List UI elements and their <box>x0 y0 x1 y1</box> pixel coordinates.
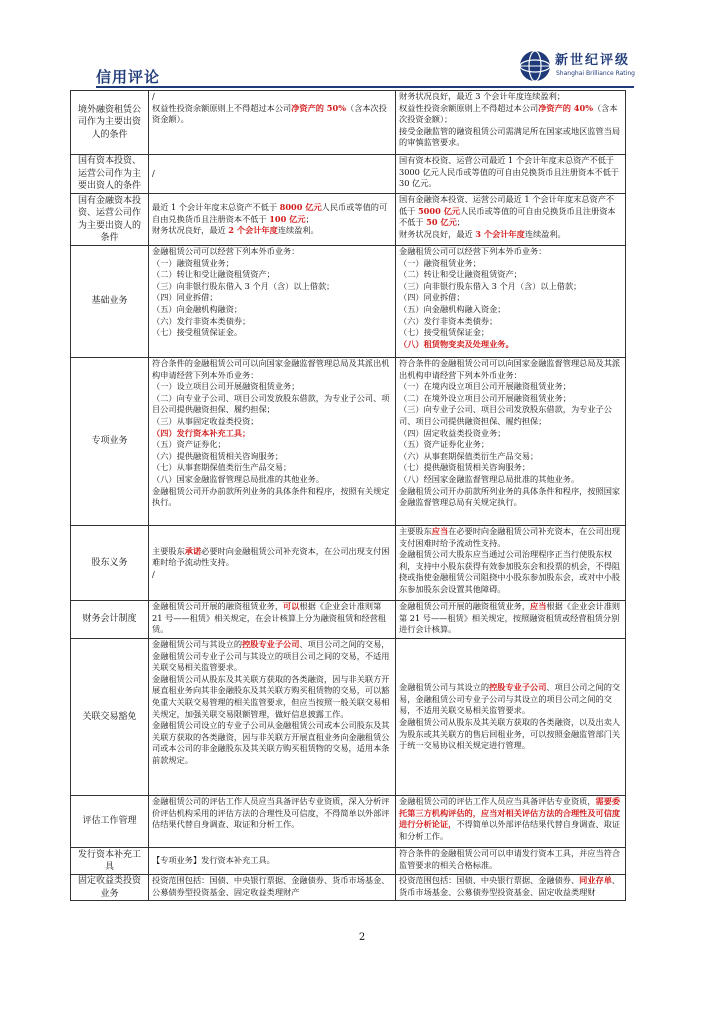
highlight-change: 可以 <box>283 601 300 611</box>
highlight-change: 3 个会计年度 <box>475 228 525 239</box>
paragraph: （七）接受租赁保证金。 <box>152 327 243 338</box>
new-rule-cell <box>396 639 626 796</box>
table-row <box>71 526 626 601</box>
paragraph: 主要股东应当在必要时向金融租赁公司补充资本，在公司出现支付困难时给予流动性支持。 <box>399 526 621 548</box>
paragraph: 财务状况良好，最近 3 个会计年度连续盈利； <box>399 91 565 101</box>
paragraph: 投资范围包括：国债、中央银行票据、金融债券、同业存单、货币市场基金、公募债券型投资基金、固定收益类理财 <box>399 875 621 897</box>
paragraph: 金融租赁公司开展的融资租赁业务，应当根据《企业会计准则第 21 号——租赁》相关规定，按照融资租赁或经营租赁分别进行会计核算。 <box>399 601 621 635</box>
paragraph: 金融租赁公司大股东应当通过公司治理程序正当行使股东权利，支持中小股东获得有效参加股东会和投票的机会，不得阻挠或指使金融租赁公司阻挠中小股东参加股东会，或对中小股东参加股东会设置其他障碍。 <box>399 549 621 594</box>
old-rule-cell <box>149 246 396 358</box>
row-label: 财务会计制度 <box>71 601 149 639</box>
highlight-change: 2 个会计年度 <box>228 225 278 236</box>
table-row <box>71 155 626 194</box>
paragraph: 最近 1 个会计年度末总资产不低于 8000 亿元人民币或等值的可自由兑换货币且注册资本不低于 100 亿元； <box>152 202 388 224</box>
row-label: 股东义务 <box>71 526 149 601</box>
paragraph: （二）在境外设立项目公司开展融资租赁业务； <box>399 392 571 403</box>
paragraph: 财务状况良好，最近 3 个会计年度连续盈利。 <box>399 228 566 239</box>
paragraph: / <box>152 91 155 101</box>
paragraph: （一）设立项目公司开展融资租赁业务； <box>152 381 300 392</box>
highlight-change: 应当 <box>431 526 449 536</box>
paragraph: / <box>152 568 155 579</box>
paragraph: （四）固定收益类投资业务； <box>399 427 506 438</box>
paragraph <box>399 339 622 351</box>
paragraph: （三）向非银行股东借入 3 个月（含）以上借款； <box>399 280 582 291</box>
paragraph: （八）经国家金融监督管理总局批准的其他业务。 <box>399 473 580 484</box>
paragraph: （三）向非银行股东借入 3 个月（含）以上借款； <box>152 280 335 291</box>
paragraph: 金融租赁公司从股东及其关联方获取的各类融资，以及出卖人为股东或其关联方的售后回租业务，可以按照金融监管部门关于统一交易协议相关规定进行管理。 <box>399 717 621 751</box>
table-row <box>71 194 626 246</box>
paragraph: 金融租赁公司从股东及其关联方获取的各类融资，因与非关联方开展直租业务向其非金融股东及其关联方购买租赁物的交易，可以豁免重大关联交易管理的相关监管要求，但应当按照一般关联交易相关规定，加强关联交易限额管理，做好信息披露工作。 <box>152 673 390 719</box>
table-row <box>71 639 626 796</box>
paragraph <box>152 428 392 440</box>
paragraph: 主要股东承诺必要时向金融租赁公司补充资本，在公司出现支付困难时给予流动性支持。 <box>152 545 390 568</box>
paragraph: （四）同业拆借； <box>399 292 465 303</box>
new-rule-cell <box>396 358 626 526</box>
new-rule-cell <box>396 601 626 639</box>
old-rule-cell <box>149 796 396 848</box>
paragraph: （五）向金融机构融资； <box>152 303 243 314</box>
paragraph: （七）提供融资租赁相关咨询服务； <box>399 462 531 473</box>
paragraph: （六）提供融资租赁相关咨询服务； <box>152 450 284 461</box>
row-label: 专项业务 <box>71 358 149 526</box>
old-rule-cell <box>149 194 396 246</box>
paragraph: 符合条件的金融租赁公司可以申请发行资本工具，并应当符合监管要求的相关合格标准。 <box>399 848 621 870</box>
highlight-change: 应当 <box>530 601 547 611</box>
row-label: 国有金融资本投资、运营公司作为主要出资人的条件 <box>71 194 149 246</box>
paragraph: 权益性投资余额原则上不得超过本公司净资产的 50%（含本次投资金额）。 <box>152 102 387 125</box>
old-rule-cell <box>149 526 396 601</box>
highlight-change: 100 亿元 <box>269 213 306 224</box>
new-rule-cell <box>396 155 626 194</box>
table-row <box>71 91 626 155</box>
table-row <box>71 358 626 526</box>
highlight-change: 净资产的 50% <box>291 102 346 113</box>
paragraph: 【专项业务】发行资本补充工具。 <box>152 855 275 866</box>
table-row <box>71 796 626 848</box>
paragraph: 国有金融资本投资、运营公司最近 1 个会计年度末总资产不低于 5000 亿元人民币或等值的可自由兑换货币且注册资本不低于 50 亿元； <box>399 194 616 228</box>
old-rule-cell <box>149 639 396 796</box>
paragraph: （八）国家金融监督管理总局批准的其他业务。 <box>152 473 324 484</box>
paragraph: （六）从事套期保值类衍生产品交易； <box>399 450 539 461</box>
paragraph: 符合条件的金融租赁公司可以向国家金融监督管理总局及其派出机构申请经营下列本外币业务： <box>399 358 621 380</box>
table-row <box>71 601 626 639</box>
row-label: 关联交易豁免 <box>71 639 149 796</box>
old-rule-cell <box>149 848 396 875</box>
paragraph: 金融租赁公司开展的融资租赁业务，可以根据《企业会计准则第 21 号——租赁》相关规定，在会计核算上分为融资租赁和经营租赁。 <box>152 601 387 635</box>
paragraph: （六）发行非资本类债券； <box>152 315 251 326</box>
paragraph: 金融租赁公司与其设立的控股专业子公司、项目公司之间的交易，金融租赁公司专业子公司与其设立的项目公司之间的交易，不适用关联交易相关监管要求。 <box>399 682 621 716</box>
row-label: 评估工作管理 <box>71 796 149 848</box>
logo-name: 新世纪评级 <box>555 53 631 68</box>
highlight-change: 同业存单 <box>579 875 612 885</box>
page-number: 2 <box>358 932 366 943</box>
paragraph: （五）资产证券化； <box>152 439 226 450</box>
table-row <box>71 848 626 875</box>
row-label: 发行资本补充工具 <box>71 848 149 875</box>
paragraph: 金融租赁公司开办前款所列业务的具体条件和程序，按照有关规定执行。 <box>152 485 390 508</box>
highlight-change: 净资产的 40% <box>538 102 593 113</box>
header-divider <box>96 86 634 88</box>
paragraph: （二）转让和受让融资租赁资产； <box>399 269 522 280</box>
table-row <box>71 246 626 358</box>
paragraph: （五）资产证券化业务； <box>399 439 490 450</box>
new-rule-cell <box>396 796 626 848</box>
paragraph: 金融租赁公司可以经营下列本外币业务： <box>399 246 547 256</box>
new-rule-cell <box>396 526 626 601</box>
paragraph: （二）向专业子公司、项目公司发放股东借款，为专业子公司、项目公司提供融资担保、履约担保； <box>152 392 390 415</box>
highlight-change: 8000 亿元 <box>279 202 322 213</box>
paragraph: 财务状况良好，最近 2 个会计年度连续盈利。 <box>152 225 319 236</box>
highlight-change: 5000 亿元 <box>417 205 460 216</box>
paragraph: 权益性投资余额原则上不得超过本公司净资产的 40%（含本次投资金额）； <box>399 102 618 125</box>
highlight-change: 承诺 <box>184 545 202 556</box>
highlight-change: （八）租赁物变卖及处理业务。 <box>399 338 514 349</box>
paragraph: 金融租赁公司与其设立的控股专业子公司、项目公司之间的交易，金融租赁公司专业子公司与其设立的项目公司之间的交易，不适用关联交易相关监管要求。 <box>152 639 390 673</box>
row-label: 固定收益类投资业务 <box>71 875 149 901</box>
old-rule-cell <box>149 358 396 526</box>
paragraph: （五）向金融机构融入资金； <box>399 303 506 314</box>
paragraph: 符合条件的金融租赁公司可以向国家金融监督管理总局及其派出机构申请经营下列本外币业务： <box>152 358 390 380</box>
old-rule-cell <box>149 155 396 194</box>
paragraph: （一）融资租赁业务； <box>399 257 481 268</box>
row-label: 境外融资租赁公司作为主要出资人的条件 <box>71 91 149 155</box>
new-rule-cell <box>396 848 626 875</box>
globe-icon <box>519 50 551 82</box>
old-rule-cell <box>149 601 396 639</box>
brand-logo <box>519 47 644 85</box>
paragraph: （三）向专业子公司、项目公司发放股东借款，为专业子公司、项目公司提供融资担保、履约担保； <box>399 404 612 426</box>
row-label: 基础业务 <box>71 246 149 358</box>
paragraph: （六）发行非资本类债券； <box>399 315 498 326</box>
old-rule-cell <box>149 91 396 155</box>
paragraph: （七）接受租赁保证金； <box>399 327 490 338</box>
paragraph: 接受金融监管的融资租赁公司需满足所在国家或地区监管当局的审慎监管要求。 <box>399 125 621 148</box>
paragraph: 金融租赁公司的评估工作人员应当具备评估专业资质，深入分析评价评估机构采用的评估方法的合理性及可信度，不得简单以外部评估结果代替自身调查、取证和分析工作。 <box>152 796 390 830</box>
paragraph: 投资范围包括：国债、中央银行票据、金融债券、货币市场基金、公募债券型投资基金、固定收益类理财产 <box>152 875 390 897</box>
comparison-table <box>70 90 626 901</box>
highlight-change: 需要委托第三方机构评估的，应当对相关评估方法的合理性及可信度进行分析论证， <box>399 796 621 830</box>
highlight-change: 控股专业子公司 <box>489 682 547 693</box>
old-rule-cell <box>149 875 396 901</box>
paragraph: （一）融资租赁业务； <box>152 257 234 268</box>
paragraph: （二）转让和受让融资租赁资产； <box>152 269 275 280</box>
paragraph: 金融租赁公司的评估工作人员应当具备评估专业资质，需要委托第三方机构评估的，应当对相关评估方法的合理性及可信度进行分析论证，不得简单以外部评估结果代替自身调查、取证和分析工作。 <box>399 796 621 841</box>
paragraph: （三）从事固定收益类投资； <box>152 415 259 426</box>
new-rule-cell <box>396 875 626 901</box>
logo-subtitle: Shanghai Brilliance Rating <box>556 70 635 77</box>
new-rule-cell <box>396 91 626 155</box>
paragraph: 金融租赁公司设立的专业子公司从金融租赁公司或本公司股东及其关联方获取的各类融资，因与非关联方开展直租业务向金融租赁公司或本公司的非金融股东及其关联方购买租赁物的交易，适用本条前款规定。 <box>152 720 390 765</box>
highlight-change: （四）发行资本补充工具； <box>152 427 251 438</box>
paragraph: 金融租赁公司可以经营下列本外币业务： <box>152 246 300 256</box>
paragraph: （一）在境内设立项目公司开展融资租赁业务； <box>399 381 571 392</box>
paragraph: 国有资本投资、运营公司最近 1 个会计年度末总资产不低于 3000 亿元人民币或等值的可自由兑换货币且注册资本不低于 30 亿元。 <box>399 155 619 189</box>
table-row <box>71 875 626 901</box>
highlight-change: 控股专业子公司 <box>242 639 300 649</box>
paragraph: （七）从事套期保值类衍生产品交易； <box>152 462 292 473</box>
page-header-title: 信用评论 <box>96 68 161 86</box>
highlight-change: 50 亿元 <box>426 217 457 228</box>
paragraph: / <box>152 168 155 179</box>
paragraph: （四）同业拆借； <box>152 292 218 303</box>
new-rule-cell <box>396 246 626 358</box>
new-rule-cell <box>396 194 626 246</box>
row-label: 国有资本投资、运营公司作为主要出资人的条件 <box>71 155 149 194</box>
paragraph: 金融租赁公司开办前款所列业务的具体条件和程序，按照国家金融监督管理总局有关规定执行。 <box>399 485 621 508</box>
